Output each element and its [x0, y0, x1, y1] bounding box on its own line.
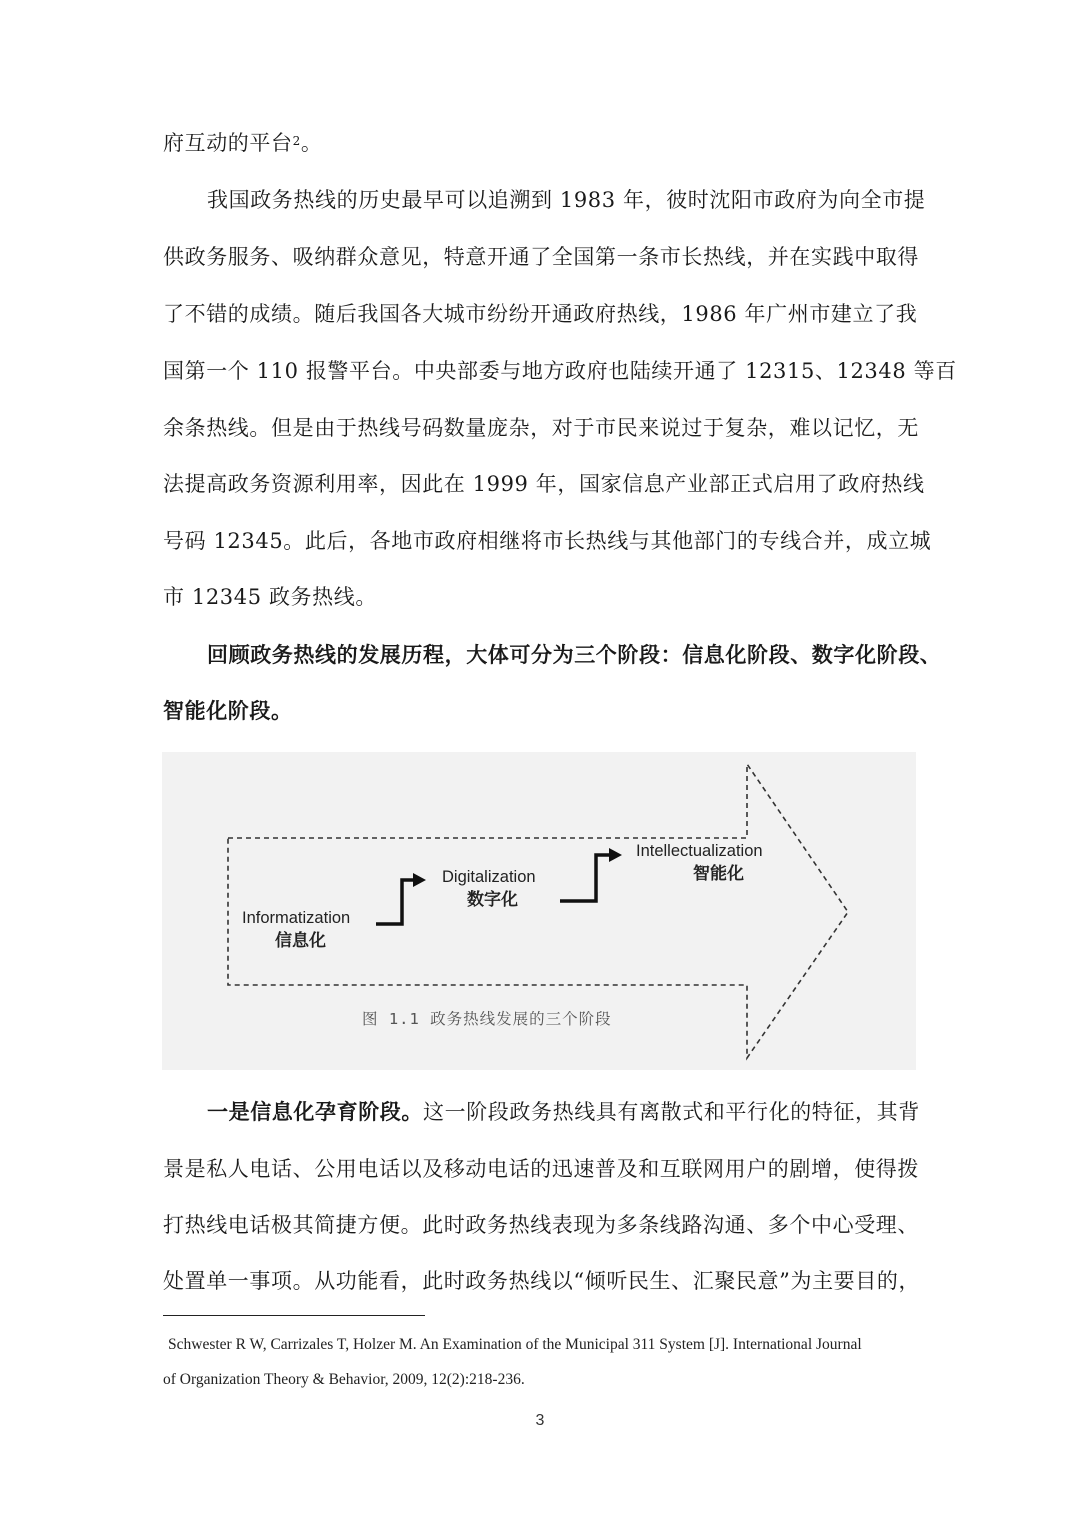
- bold-paragraph-line: 智能化阶段。: [163, 698, 293, 723]
- text-run: 府互动的平台: [163, 131, 293, 155]
- paragraph-line: 法提高政务资源利用率，因此在 1999 年，国家信息产业部正式启用了政府热线: [163, 472, 925, 496]
- footnote-separator: [163, 1315, 425, 1316]
- stage3-zh-label: 智能化: [693, 864, 744, 883]
- bold-lead: 一是信息化孕育阶段。: [207, 1099, 423, 1124]
- paragraph-continuation: [163, 128, 322, 158]
- paragraph-line: 号码 12345。此后，各地市政府相继将市长热线与其他部门的专线合并，成立城: [163, 529, 932, 553]
- footnote-line: of Organization Theory & Behavior, 2009, 12(2):218-236.: [163, 1371, 525, 1388]
- paragraph-line: 余条热线。但是由于热线号码数量庞杂，对于市民来说过于复杂，难以记忆，无: [163, 416, 919, 440]
- stage2-en-label: Digitalization: [442, 868, 536, 886]
- figure-caption: 图 1.1 政务热线发展的三个阶段: [362, 1010, 612, 1028]
- stage1-zh-label: 信息化: [275, 931, 326, 950]
- paragraph-line: 市 12345 政务热线。: [163, 585, 377, 609]
- footnote-line: Schwester R W, Carrizales T, Holzer M. An Examination of the Municipal 311 System [J]. International Journal: [168, 1336, 862, 1353]
- paragraph-line: 我国政务热线的历史最早可以追溯到 1983 年，彼时沈阳市政府为向全市提: [207, 188, 926, 212]
- stage1-en-label: Informatization: [242, 909, 351, 927]
- paragraph-line: 打热线电话极其简捷方便。此时政务热线表现为多条线路沟通、多个中心受理、: [163, 1213, 919, 1237]
- bold-paragraph-line: 回顾政务热线的发展历程，大体可分为三个阶段：信息化阶段、数字化阶段、: [207, 642, 942, 667]
- stage3-en-label: Intellectualization: [636, 842, 763, 860]
- stages-diagram: [162, 752, 916, 1070]
- paragraph-line: 国第一个 110 报警平台。中央部委与地方政府也陆续开通了 12315、12348 等百: [163, 359, 957, 383]
- stage2-zh-label: 数字化: [467, 890, 518, 909]
- text-run: 这一阶段政务热线具有离散式和平行化的特征，其背: [423, 1100, 920, 1124]
- paragraph-line: 景是私人电话、公用电话以及移动电话的迅速普及和互联网用户的剧增，使得拨: [163, 1157, 919, 1181]
- text-run: 。: [300, 131, 323, 155]
- footnote-reference[interactable]: 2: [292, 134, 301, 148]
- paragraph-line: 处置单一事项。从功能看，此时政务热线以“倾听民生、汇聚民意”为主要目的，: [163, 1269, 921, 1293]
- paragraph-line: [207, 1097, 920, 1127]
- paragraph-line: 供政务服务、吸纳群众意见，特意开通了全国第一条市长热线，并在实践中取得: [163, 245, 919, 269]
- paragraph-line: 了不错的成绩。随后我国各大城市纷纷开通政府热线，1986 年广州市建立了我: [163, 302, 918, 326]
- page-number: 3: [535, 1412, 545, 1429]
